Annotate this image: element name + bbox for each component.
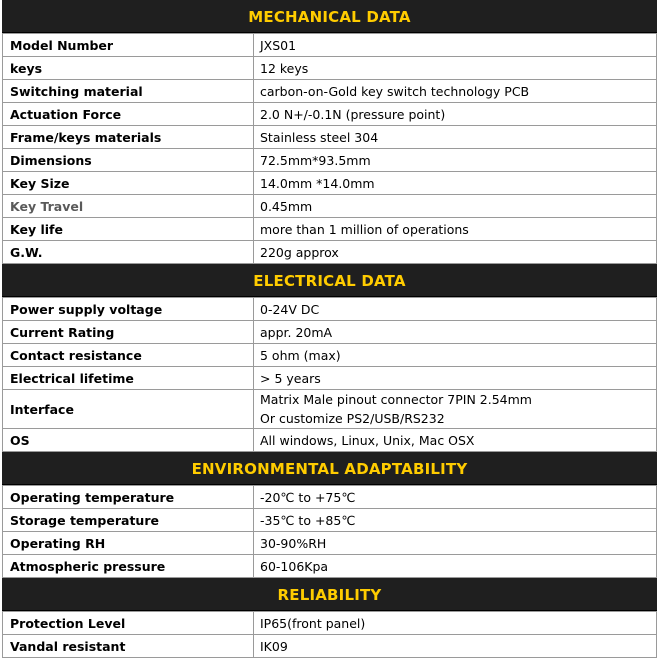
row-label: Interface	[3, 390, 254, 429]
table-row	[3, 241, 657, 264]
row-value: 72.5mm*93.5mm	[254, 149, 657, 172]
row-value: 220g approx	[254, 241, 657, 264]
table-row	[3, 486, 657, 509]
row-value: 0.45mm	[254, 195, 657, 218]
environmental-table	[2, 485, 657, 578]
row-label: Switching material	[3, 80, 254, 103]
row-label: Operating temperature	[3, 486, 254, 509]
table-row	[3, 172, 657, 195]
table-row	[3, 532, 657, 555]
row-label: Electrical lifetime	[3, 367, 254, 390]
row-label: Power supply voltage	[3, 298, 254, 321]
table-row	[3, 321, 657, 344]
row-label: Key life	[3, 218, 254, 241]
row-value: 2.0 N+/-0.1N (pressure point)	[254, 103, 657, 126]
table-row	[3, 103, 657, 126]
mechanical-table	[2, 33, 657, 264]
row-value: 30-90%RH	[254, 532, 657, 555]
row-value: 14.0mm *14.0mm	[254, 172, 657, 195]
row-value: JXS01	[254, 34, 657, 57]
row-label: Model Number	[3, 34, 254, 57]
row-value: 12 keys	[254, 57, 657, 80]
interface-line-1: Matrix Male pinout connector 7PIN 2.54mm	[260, 392, 532, 407]
table-row	[3, 149, 657, 172]
row-value: appr. 20mA	[254, 321, 657, 344]
row-label: Key Size	[3, 172, 254, 195]
row-value: Stainless steel 304	[254, 126, 657, 149]
section-header-environmental: ENVIRONMENTAL ADAPTABILITY	[2, 452, 657, 485]
table-row	[3, 195, 657, 218]
row-label: G.W.	[3, 241, 254, 264]
row-label: Operating RH	[3, 532, 254, 555]
reliability-table	[2, 611, 657, 658]
table-row	[3, 57, 657, 80]
section-header-mechanical: MECHANICAL DATA	[2, 0, 657, 33]
row-label: Atmospheric pressure	[3, 555, 254, 578]
table-row	[3, 344, 657, 367]
row-label: Protection Level	[3, 612, 254, 635]
row-value: more than 1 million of operations	[254, 218, 657, 241]
table-row	[3, 509, 657, 532]
table-row	[3, 390, 657, 429]
spec-sheet	[2, 0, 657, 658]
row-value: IP65(front panel)	[254, 612, 657, 635]
table-row	[3, 555, 657, 578]
row-label: keys	[3, 57, 254, 80]
row-value: 60-106Kpa	[254, 555, 657, 578]
table-row	[3, 218, 657, 241]
row-label: Current Rating	[3, 321, 254, 344]
table-row	[3, 80, 657, 103]
table-row	[3, 34, 657, 57]
section-header-reliability: RELIABILITY	[2, 578, 657, 611]
electrical-table	[2, 297, 657, 452]
row-value: carbon-on-Gold key switch technology PCB	[254, 80, 657, 103]
row-value: > 5 years	[254, 367, 657, 390]
interface-line-2: Or customize PS2/USB/RS232	[260, 411, 445, 426]
row-label: Frame/keys materials	[3, 126, 254, 149]
row-label: Actuation Force	[3, 103, 254, 126]
row-label: Contact resistance	[3, 344, 254, 367]
row-label: OS	[3, 429, 254, 452]
table-row	[3, 367, 657, 390]
table-row	[3, 298, 657, 321]
table-row	[3, 126, 657, 149]
row-value: 5 ohm (max)	[254, 344, 657, 367]
row-value: All windows, Linux, Unix, Mac OSX	[254, 429, 657, 452]
section-header-electrical: ELECTRICAL DATA	[2, 264, 657, 297]
row-value	[254, 390, 657, 429]
table-row	[3, 635, 657, 658]
table-row	[3, 612, 657, 635]
row-label: Vandal resistant	[3, 635, 254, 658]
row-label: Dimensions	[3, 149, 254, 172]
row-label: Storage temperature	[3, 509, 254, 532]
row-value: -20℃ to +75℃	[254, 486, 657, 509]
row-value: -35℃ to +85℃	[254, 509, 657, 532]
row-value: IK09	[254, 635, 657, 658]
row-label: Key Travel	[3, 195, 254, 218]
table-row	[3, 429, 657, 452]
row-value: 0-24V DC	[254, 298, 657, 321]
